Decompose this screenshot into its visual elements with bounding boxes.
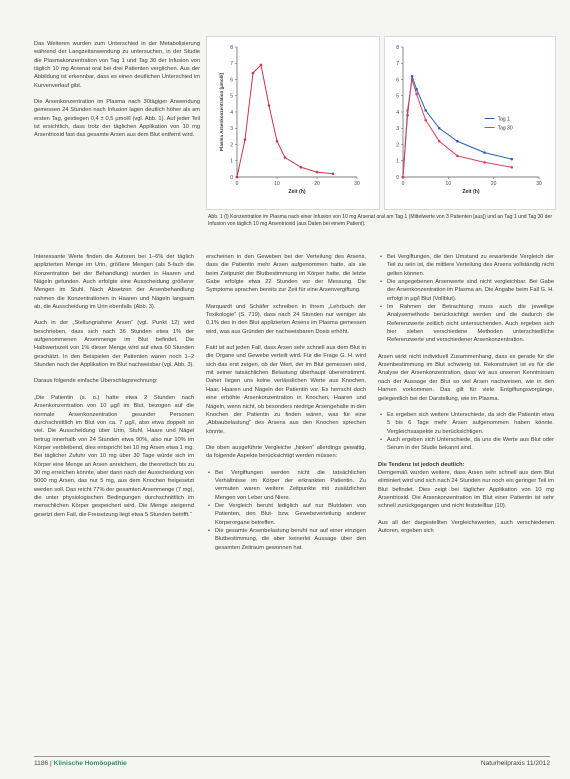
- x-tick-label: 10: [445, 181, 452, 187]
- list-item: • Die gesamte Arsenbelastung beruht nur auf einer einzigen Blutbestimmung, die aber keinerlei Aussage über den gesamten Zeitraum gewonnen hat.: [215, 527, 366, 552]
- data-point: [456, 155, 459, 158]
- list-item: • Es ergeben sich weitere Unterschiede, da sich die Patientin etwa 5 bis 6 Tage mehr Arsen aufgenommen haben könnte. Vergleichsaspekte zu berücksichtigen.: [387, 411, 554, 436]
- x-tick-label: 20: [314, 181, 320, 187]
- data-point: [511, 166, 514, 169]
- text-column-b: [206, 253, 366, 560]
- y-tick-label: 8: [230, 44, 233, 51]
- x-axis-label: Zeit (h): [462, 189, 480, 195]
- data-point: [252, 72, 255, 75]
- bullet-list: [206, 469, 366, 552]
- text-column-c: [378, 253, 554, 543]
- x-tick-label: 10: [274, 181, 280, 187]
- paragraph: Die Arsenkonzentration im Plasma nach 30tägiger Anwendung gemessen 24 Stunden nach Infusion lagen deutlich höher als am ersten Tag, gestiegen 0,4 ± 0,5 µmol/l (vgl. Abb. 1). Auf jeder Teil ist ersichtlich, dass trotz der täglichen Applikation von 10 mg Arsentrioxid fast das gesamte Arsen aus dem Blut entfernt wird.: [34, 99, 200, 139]
- list-item: • Der Vergleich beruht lediglich auf nur Blutdaten von Patienten, den Blut- bzw. Gewebeverteilung anderer Körperorgane betreffen.: [215, 502, 366, 527]
- x-tick-label: 30: [536, 181, 542, 187]
- text-column-a: [34, 253, 194, 527]
- bullet-list: [378, 411, 554, 453]
- figure-right: [384, 36, 556, 210]
- series-line: [403, 76, 512, 177]
- paragraph: Interessante Werte finden die Autoren bei 1–6% der täglich applizierten Menge im Urin, größere Mengen (als 5-fach die Konzentration bei der Behandlung) wurden in Haaren und Nägeln gefunden. Auch erfolgte eine Ausscheidung größerer Mengen im Stuhl. Nach Absetzen der Arsenbehandlung nahmen die Konzentrationen in Haaren und Nägeln langsam ab, die Ausscheidung im Urin ebenfalls (Abb. 3).: [34, 254, 194, 311]
- list-item: • Bei Vergiftungen, die den Umstand zu erwartende Vergleich der Teil zu sein ist, die mittlere Verteilung des Arsens vollständig nicht gelten können.: [387, 253, 554, 278]
- footer-left: 1186 | Klinische Homöopathie: [34, 760, 127, 767]
- y-tick-label: 7: [396, 61, 399, 68]
- y-tick-label: 5: [230, 93, 233, 100]
- data-point: [415, 93, 418, 96]
- data-point: [284, 156, 287, 159]
- data-point: [332, 172, 335, 175]
- data-point: [424, 119, 427, 122]
- paragraph: Aus all der dargestellten Vergleichswerten, auch verschiedenen Autoren, ergeben sich: [378, 519, 554, 534]
- section-title: Klinische Homöopathie: [53, 760, 127, 767]
- data-point: [402, 176, 405, 179]
- data-point: [438, 140, 441, 143]
- paragraph: Marquardt und Schäfer schreiben in ihrem „Lehrbuch der Toxikologie“ (S. 719), dass nach 24 Stunden nur weniger als 0,1% des in den Blut applizierten Arsens im Plasma gemessen wird, was aus Gründen der nachweisbaren Dosis erhöht.: [206, 303, 366, 335]
- paragraph: erscheinen in den Geweben bei der Verteilung des Arsens, dass die Patientin mehr Arsen aufgenommen hatte, als sie beim Zeitpunkt der Blutbestimmung im Körper hatte, die letzte Gabe erfolgte etwa 22 Stunden vor der Messung. Die Symptome sprachen bereits zur Zeit für eine Arsenvergiftung.: [206, 254, 366, 294]
- data-point: [244, 138, 247, 141]
- y-tick-label: 0: [396, 174, 399, 181]
- x-tick-label: 20: [490, 181, 497, 187]
- list-item: • Im Rahmen der Betrachtung muss auch die jeweilige Analysemethode berücksichtigt werden und die dadurch die Referenzwerte zeitlich nicht untersuchenden. Auch ergeben sich hier sieben verschiedene Methoden unterschiedliche Referenzwerte und verschiedener Arsenkonzentration.: [387, 303, 554, 345]
- data-point: [411, 75, 414, 78]
- x-tick-label: 0: [401, 181, 405, 187]
- y-tick-label: 6: [396, 77, 399, 84]
- data-point: [236, 176, 239, 179]
- data-point: [411, 78, 414, 81]
- bullet-list: [378, 253, 554, 345]
- y-tick-label: 1: [230, 158, 233, 165]
- data-point: [276, 140, 279, 143]
- y-axis-label: Plasma Arsenkonzentration [µmol/l]: [219, 72, 224, 152]
- y-tick-label: 2: [230, 142, 233, 149]
- paragraph: Das Weiteren wurden zum Unterschied in der Metabolisierung während der Langzeitanwendung zu untersuchen, in der Studie die Plasmakonzentration von Tag 1 und Tag 30 der Infusion von täglich 10 mg Arsenat oral bei drei Patienten verglichen. Aus der Abbildung ist erkennbar, dass es einen deutlichen Unterschied im Kurvenverlauf gibt.: [34, 41, 200, 89]
- data-point: [424, 109, 427, 112]
- subheading: Die Tendenz ist jedoch deutlich:: [378, 461, 465, 468]
- data-point: [300, 166, 303, 169]
- page-number: 1186: [34, 760, 49, 767]
- figure-caption: Abb. 1 (l) Konzentration im Plasma nach einer Infusion von 10 mg Arsenat oral am Tag 1 (Mittelwerte von 3 Patienten [aus]) und an Tag 1 und Tag 30 der Infusion von täglich 10 mg Arsentrioxid (aus Daten bei einem Patient).: [208, 214, 553, 228]
- x-tick-label: 30: [354, 181, 360, 187]
- y-tick-label: 3: [230, 126, 233, 133]
- figure-left: [206, 36, 380, 210]
- legend-label: Tag 1: [497, 116, 510, 123]
- chart-plasma-concentration: [207, 37, 379, 209]
- paragraph: Demgemäß wurden weitere, dass Arsen sehr schnell aus dem Blut eliminiert wird und sich nach 24 Stunden nur noch ein geringer Teil im Blut befindet. Dies zeigt bei täglicher Applikation von 10 mg Arsentrioxid. Die Arsenkonzentration im Blut einer Patientin ist sehr schnell zurückgegangen und nicht feststellbar (10).: [378, 469, 554, 510]
- paragraph: „Die Patientin (s. o.) hatte etwa 2 Stunden nach Arsenkonzentration von 10 µg/l im Blut, bezogen auf die normale Arsenkonzentration gesunder Personen durchschnittlich im Blut von ca. 7 µg/l, also etwa doppelt so viel. Die Ausscheidung über Urin, Stuhl, Haare und Nägel betrug innerhalb von 24 Stunden etwa 90%, also nur 10% im Körper verbleibend, dies entspricht bei 10 mg Arsen etwa 1 mg. Bei täglicher Zufuhr von 10 mg über 30 Tage würde sich im Körper eine Menge an Arsen anreichern, die theoretisch bis zu 30 mg erreichen könnte, aber dann nach der Ausscheidung von 5000 mg Arsen, das nur 5 mg, aus dem Knochen freigesetzt werden soll. Das reicht 77% der gesamten Arsenmenge (7 mg), die unter physiologischen Bedingungen durchschnittlich im menschlichen Körper gespeichert wird. Die Menge steigernd gesetzt dem Fall, die Freisetzung liegt etwa 5 Stunden betrifft.“: [34, 394, 194, 518]
- legend-label: Tag 30: [497, 125, 513, 132]
- x-tick-label: 0: [235, 181, 239, 187]
- paragraph: Daraus folgende einfache Überschlagsrechnung:: [34, 378, 158, 385]
- y-tick-label: 8: [396, 44, 399, 51]
- y-tick-label: 1: [396, 158, 399, 165]
- y-tick-label: 6: [230, 77, 233, 84]
- y-tick-label: 4: [396, 109, 399, 116]
- data-point: [483, 151, 486, 154]
- footer-divider: [34, 756, 550, 757]
- y-tick-label: 5: [396, 93, 399, 100]
- data-point: [406, 109, 409, 112]
- text-column-top-left: [34, 40, 200, 148]
- x-axis-label: Zeit (h): [288, 189, 306, 195]
- data-point: [456, 140, 459, 143]
- data-point: [260, 64, 263, 67]
- data-point: [268, 104, 271, 107]
- chart-day-comparison: [385, 37, 555, 209]
- y-tick-label: 4: [230, 109, 233, 116]
- paragraph: Fakt ist auf jeden Fall, dass Arsen sehr schnell aus dem Blut in die Organe und Gewebe verteilt wird. Für die Frage G. H. wird sich das erst zeigen, ob der Wert, der im Blut gemessen wird, mit seiner tatsächlichen Belastung überhaupt übereinstimmt. Daher liegen uns keine verlässlichen Werte aus Knochen, Haar, Haaren und Nägeln der Patientin vor. Es herrscht doch eine erhöhte Arsenkonzentration in Knochen, Haaren und Nägeln, wenn nicht, ob besonders niedrige Arsengehalte in den Knochen der Patientin zu finden wären, was für eine „Abbaubelastung“ des Arsens aus den Knochen sprechen könnte.: [206, 345, 366, 435]
- list-item: • Die angegebenen Arsenwerte sind nicht vergleichbar. Bei Gabe der Arsenkonzentration im Plasma an. Die Angabe beim Fall G. H. erfolgt in µg/l Blut (Vollblut).: [387, 278, 554, 303]
- series-line: [237, 65, 333, 177]
- list-item: • Bei Vergiftungen werden nicht die tatsächlichen Verhältnisse im Körper der erkrankten Patientin. Zu vermuten waren weitere Zeitpunkte mit zusätzlichen Mengen von Leber und Niere.: [215, 469, 366, 502]
- paragraph: Auch in der „Stellungnahme Arsen“ (vgl. Punkt 12) wird beschrieben, dass sich nach 36 Stunden etwa 1% der aufgenommenen Arsenmenge im Blut befindet. Die Halbwertszeit von 1% dieser Menge wird auf etwa 60 Stunden geschätzt. In den Beispielen der Patienten waren noch 1–2 Stunden nach der Applikation im Blut nachweisbar (vgl. Abb. 3).: [34, 320, 194, 369]
- paragraph: Arsen wirkt nicht individuell Zusammenhang, dass es gerade für die Arsenbestimmung im Blut schwierig ist. Rekonstruiert ist es für die Analyse der Arsenkonzentration, dass wir aus unseren Kenntnissen nach der Aussage der Blut so viel Arsen nachweisen, wie in den Harnen vorkommen. Das gilt für viele Entgiftungsvorgänge, gelegentlich bei der Darstellung, wie im Plasma.: [378, 353, 554, 402]
- data-point: [316, 171, 319, 174]
- y-tick-label: 2: [396, 142, 399, 149]
- list-item: • Auch ergeben sich Unterschiede, da uns die Werte aus Blut oder Serum in der Studie bekannt sind.: [387, 436, 554, 453]
- data-point: [511, 158, 514, 161]
- journal-issue: Naturheilpraxis 11/2012: [480, 760, 550, 767]
- y-tick-label: 0: [230, 174, 233, 181]
- data-point: [438, 127, 441, 130]
- data-point: [483, 161, 486, 164]
- series-line: [403, 80, 512, 178]
- paragraph: Die oben ausgeführte Vergleiche „hinken“ allerdings gewaltig, da folgende Aspekte berücksichtigt werden müssen:: [206, 444, 366, 460]
- y-tick-label: 3: [396, 126, 399, 133]
- y-tick-label: 7: [230, 61, 233, 68]
